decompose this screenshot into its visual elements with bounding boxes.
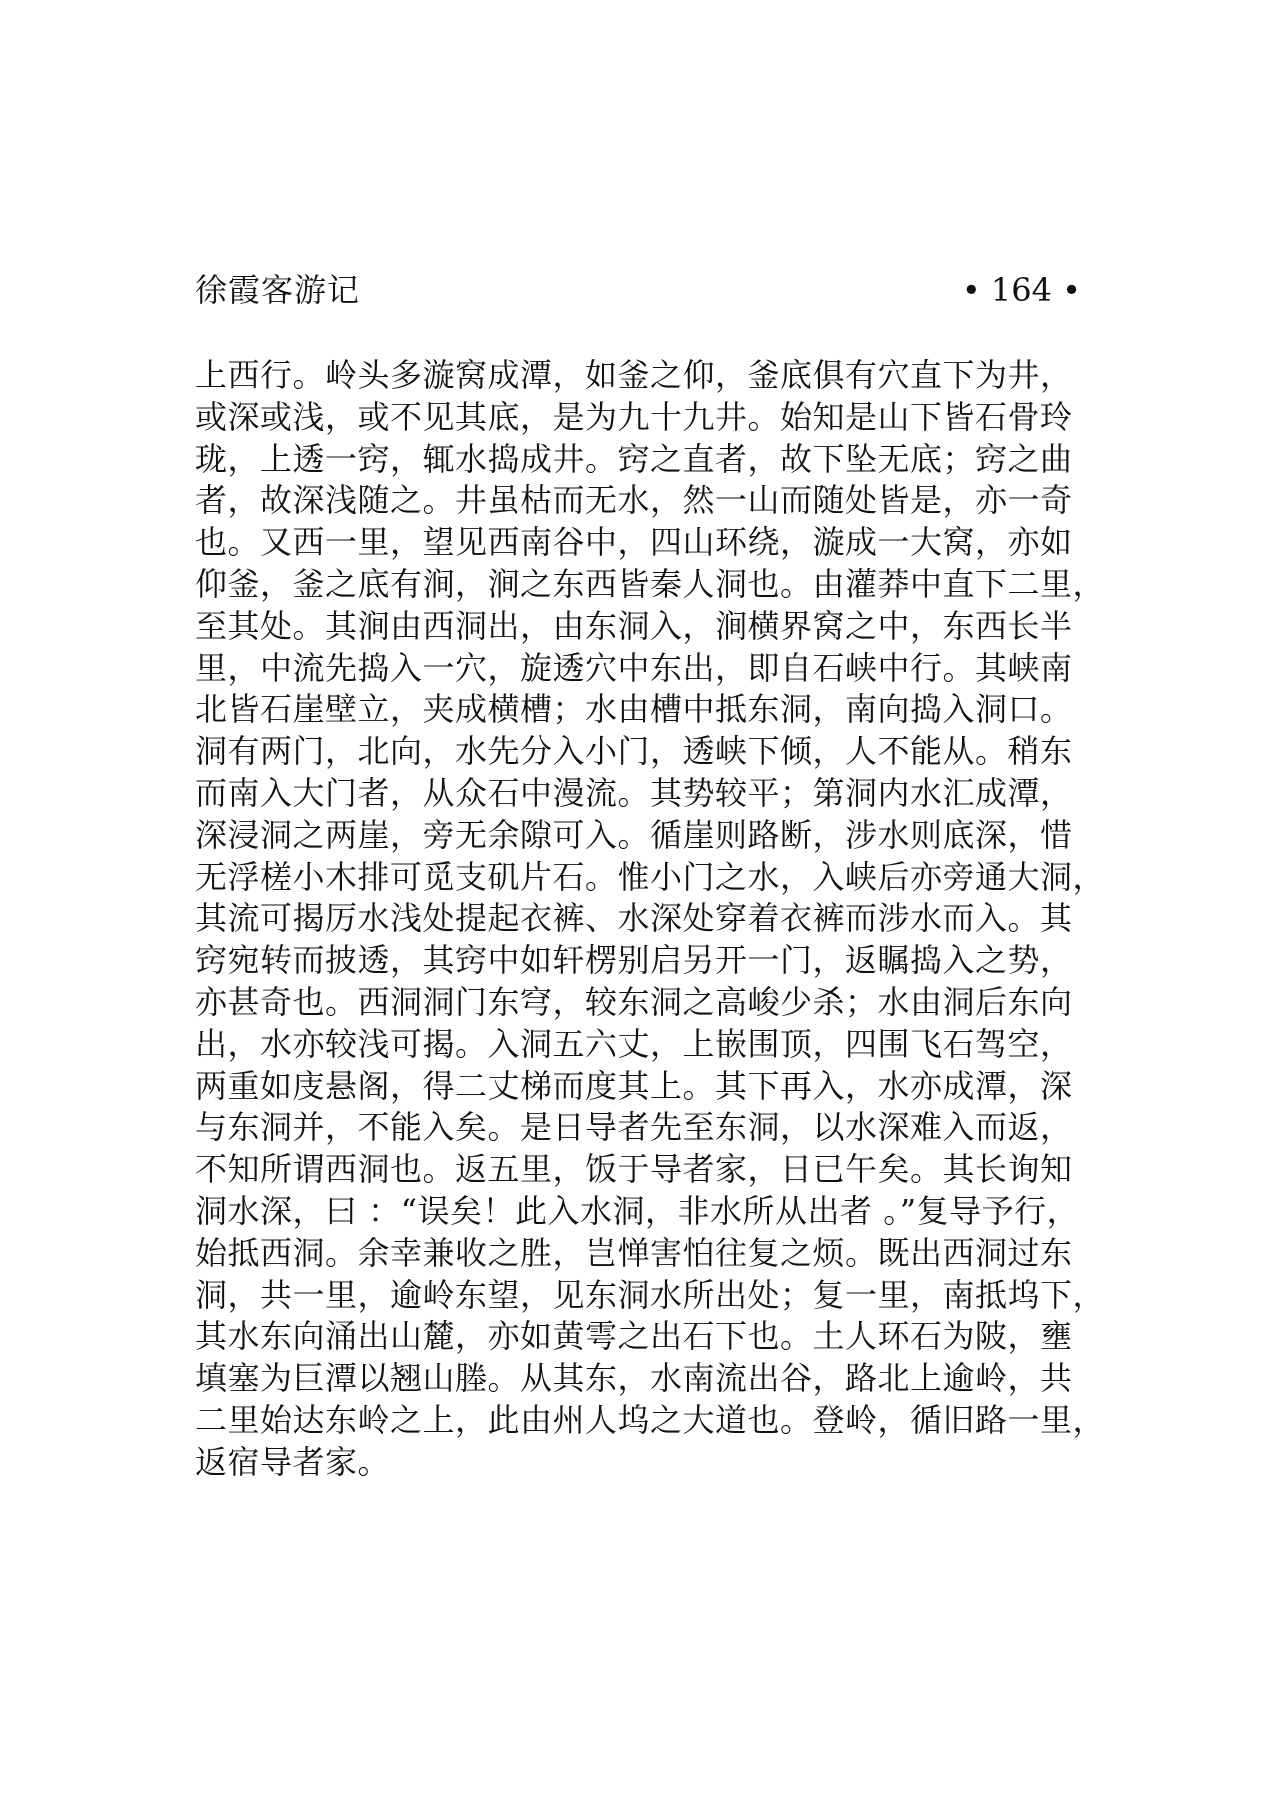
text-line: 其流可揭厉水浅处提起衣裤、水深处穿着衣裤而涉水而入。其	[195, 899, 1073, 938]
text-line: 上西行。岭头多漩窝成潭，如釜之仰，釜底俱有穴直下为井，	[195, 356, 1073, 394]
text-line: 二里始达东岭之上，此由州人坞之大道也。登岭，循旧路一里，	[195, 1400, 1106, 1439]
text-line: 窍宛转而披透，其窍中如轩楞别启另开一门，返瞩捣入之势，	[195, 941, 1073, 980]
text-line: 也。又西一里，望见西南谷中，四山环绕，漩成一大窝，亦如	[195, 523, 1073, 562]
text-line: 返宿导者家。	[195, 1442, 391, 1481]
text-line: 而南入大门者，从众石中漫流。其势较平；第洞内水汇成潭，	[195, 773, 1073, 812]
text-line: 两重如庋悬阁，得二丈梯而度其上。其下再入，水亦成潭，深	[195, 1066, 1073, 1105]
text-line: 其水东向涌出山麓，亦如黄雩之出石下也。土人环石为陂，壅	[195, 1317, 1073, 1356]
text-line: 洞，共一里，逾岭东望，见东洞水所出处；复一里，南抵坞下，	[195, 1275, 1106, 1314]
text-line: 珑，上透一窍，辄水捣成井。窍之直者，故下坠无底；窍之曲	[195, 439, 1073, 478]
text-line: 至其处。其涧由西洞出，由东洞入，涧横界窝之中，东西长半	[195, 606, 1073, 645]
text-line: 里，中流先捣入一穴，旋透穴中东出，即自石峡中行。其峡南	[195, 648, 1073, 687]
text-line: 始抵西洞。余幸兼收之胜，岂惮害怕往复之烦。既出西洞过东	[195, 1233, 1073, 1272]
page-number: • 164 •	[961, 271, 1081, 309]
book-title: 徐霞客游记	[195, 271, 361, 309]
text-line: 填塞为巨潭以翘山塍。从其东，水南流出谷，路北上逾岭，共	[195, 1359, 1073, 1398]
text-line: 深浸洞之两崖，旁无余隙可入。循崖则路断，涉水则底深，惜	[195, 815, 1073, 854]
running-header	[195, 266, 1081, 314]
text-line: 北皆石崖壁立，夹成横槽；水由槽中抵东洞，南向捣入洞口。	[195, 690, 1073, 729]
body-text	[195, 355, 1106, 1484]
text-line: 者，故深浅随之。井虽枯而无水，然一山而随处皆是，亦一奇	[195, 481, 1073, 520]
text-line: 洞水深，曰 ：“误矣！此入水洞，非水所从出者 。”复导予行，	[195, 1191, 1080, 1230]
text-line: 洞有两门，北向，水先分入小门，透峡下倾，人不能从。稍东	[195, 732, 1073, 771]
text-line: 亦甚奇也。西洞洞门东穹，较东洞之高峻少杀；水由洞后东向	[195, 982, 1073, 1021]
text-line: 不知所谓西洞也。返五里，饭于导者家，日已午矣。其长询知	[195, 1150, 1073, 1189]
text-line: 出，水亦较浅可揭。入洞五六丈，上嵌围顶，四围飞石驾空，	[195, 1024, 1073, 1063]
text-line: 与东洞并，不能入矣。是日导者先至东洞，以水深难入而返，	[195, 1108, 1073, 1147]
text-line: 无浮槎小木排可觅支矶片石。惟小门之水，入峡后亦旁通大洞，	[195, 857, 1106, 896]
text-line: 仰釜，釜之底有涧，涧之东西皆秦人洞也。由灌莽中直下二里，	[195, 564, 1106, 603]
text-line: 或深或浅，或不见其底，是为九十九井。始知是山下皆石骨玲	[195, 397, 1073, 436]
